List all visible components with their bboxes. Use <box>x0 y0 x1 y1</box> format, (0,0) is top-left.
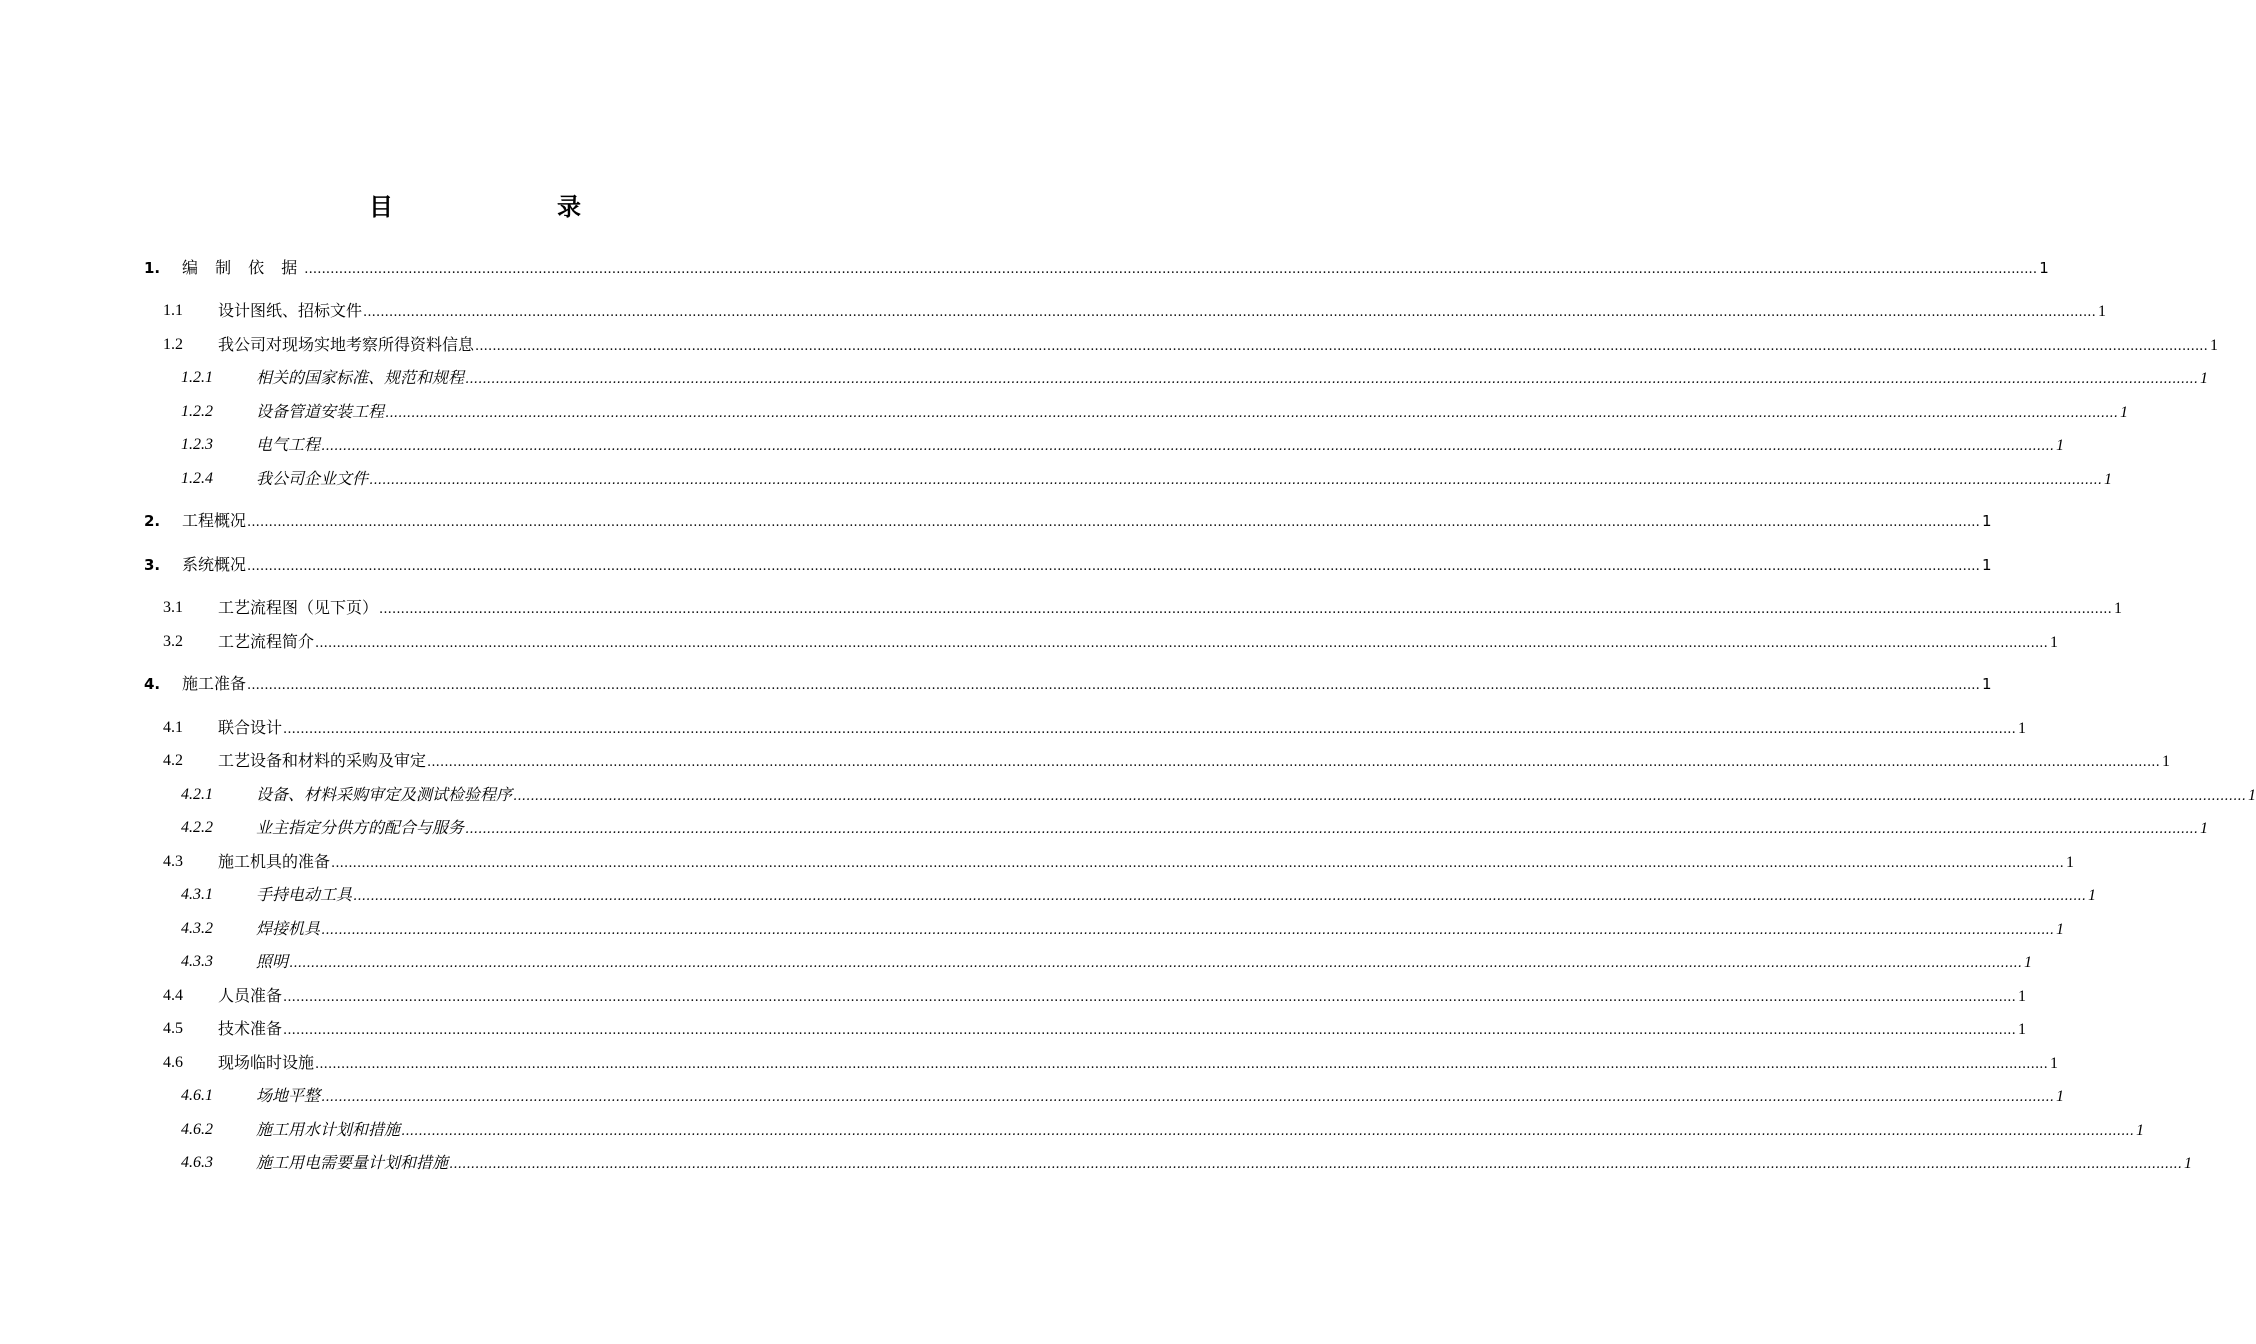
toc-entry[interactable] <box>0 256 2049 280</box>
toc-entry-label: 设备、材料采购审定及测试检验程序 <box>256 783 512 807</box>
toc-entry-page: 1 <box>2055 437 2064 454</box>
toc-entry[interactable] <box>0 509 1992 533</box>
toc-entry-number: 4.5 <box>163 1020 183 1037</box>
toc-entry-page: 1 <box>2247 787 2256 804</box>
toc-entry[interactable] <box>0 596 2122 620</box>
toc-leader-dots: ................................................................................................................................................................................................................................................................................................................................................................................................................ <box>247 559 1980 574</box>
toc-entry-label: 焊接机具 <box>256 917 320 941</box>
toc-entry[interactable] <box>0 850 2074 874</box>
toc-entry-label: 我公司对现场实地考察所得资料信息 <box>218 333 474 357</box>
toc-leader-dots: ................................................................................................................................................................................................................................................................................................................................................................................................................ <box>321 439 2054 454</box>
toc-entry-label: 设备管道安装工程 <box>256 400 384 424</box>
toc-entry-number: 1. <box>144 259 161 277</box>
toc-entry-number: 3.2 <box>163 633 183 650</box>
toc-entry-label: 手持电动工具 <box>256 883 352 907</box>
toc-entry-page: 1 <box>2087 887 2096 904</box>
toc-entry-number: 4.3.2 <box>181 920 213 937</box>
toc-entry-number: 1.2.4 <box>181 470 213 487</box>
toc-leader-dots: ................................................................................................................................................................................................................................................................................................................................................................................................................ <box>401 1124 2134 1139</box>
toc-entry-page: 1 <box>2017 988 2026 1005</box>
toc-entry-number: 4.2.2 <box>181 819 213 836</box>
toc-entry-page: 1 <box>2113 600 2122 617</box>
toc-entry-label: 工艺设备和材料的采购及审定 <box>218 749 426 773</box>
toc-entry-page: 1 <box>2209 337 2218 354</box>
toc-title: 目 录 <box>369 193 651 221</box>
toc-leader-dots: ................................................................................................................................................................................................................................................................................................................................................................................................................ <box>379 602 2112 617</box>
toc-entry-page: 1 <box>2049 634 2058 651</box>
toc-entry-page: 1 <box>2161 753 2170 770</box>
toc-entry-page: 1 <box>1981 675 1992 693</box>
toc-entry-label: 电气工程 <box>256 433 320 457</box>
toc-leader-dots: ................................................................................................................................................................................................................................................................................................................................................................................................................ <box>385 406 2118 421</box>
toc-entry-label: 业主指定分供方的配合与服务 <box>256 816 464 840</box>
toc-entry[interactable] <box>0 400 2128 424</box>
toc-leader-dots: ................................................................................................................................................................................................................................................................................................................................................................................................................ <box>475 339 2208 354</box>
toc-leader-dots: ................................................................................................................................................................................................................................................................................................................................................................................................................ <box>331 856 2064 871</box>
toc-entry-number: 4.4 <box>163 987 183 1004</box>
toc-entry-number: 4.6.2 <box>181 1121 213 1138</box>
toc-entry-page: 1 <box>2199 820 2208 837</box>
toc-entry[interactable] <box>0 716 2026 740</box>
toc-entry-label: 设计图纸、招标文件 <box>218 299 362 323</box>
toc-entry-label: 工艺流程简介 <box>218 630 314 654</box>
toc-entry[interactable] <box>0 433 2064 457</box>
toc-entry[interactable] <box>0 984 2026 1008</box>
toc-leader-dots: ................................................................................................................................................................................................................................................................................................................................................................................................................ <box>369 473 2102 488</box>
toc-entry-page: 1 <box>2055 921 2064 938</box>
toc-entry-label: 工艺流程图（见下页） <box>218 596 378 620</box>
toc-leader-dots: ................................................................................................................................................................................................................................................................................................................................................................................................................ <box>304 262 2038 277</box>
toc-entry[interactable] <box>0 1118 2144 1142</box>
toc-entry-label: 人员准备 <box>218 984 282 1008</box>
toc-entry-label: 工程概况 <box>182 509 246 533</box>
toc-entry-number: 4.3.3 <box>181 953 213 970</box>
toc-entry[interactable] <box>0 816 2208 840</box>
toc-entry[interactable] <box>0 883 2096 907</box>
toc-entry-label: 现场临时设施 <box>218 1051 314 1075</box>
toc-entry-page: 1 <box>2023 954 2032 971</box>
toc-leader-dots: ................................................................................................................................................................................................................................................................................................................................................................................................................ <box>513 789 2246 804</box>
toc-entry-number: 1.2.2 <box>181 403 213 420</box>
toc-entry[interactable] <box>0 950 2032 974</box>
toc-leader-dots: ................................................................................................................................................................................................................................................................................................................................................................................................................ <box>363 305 2096 320</box>
toc-leader-dots: ................................................................................................................................................................................................................................................................................................................................................................................................................ <box>321 1090 2054 1105</box>
toc-entry-label: 技术准备 <box>218 1017 282 1041</box>
toc-entry-number: 4.3 <box>163 853 183 870</box>
toc-leader-dots: ................................................................................................................................................................................................................................................................................................................................................................................................................ <box>315 1057 2048 1072</box>
toc-entry-page: 1 <box>1981 556 1992 574</box>
toc-entry-label: 联合设计 <box>218 716 282 740</box>
toc-entry-page: 1 <box>2039 259 2049 277</box>
toc-entry[interactable] <box>0 467 2112 491</box>
toc-entry[interactable] <box>0 783 2256 807</box>
toc-leader-dots: ................................................................................................................................................................................................................................................................................................................................................................................................................ <box>465 372 2198 387</box>
toc-entry-number: 1.1 <box>163 302 183 319</box>
toc-entry-page: 1 <box>2097 303 2106 320</box>
toc-entry[interactable] <box>0 366 2208 390</box>
toc-entry-label: 系统概况 <box>182 553 246 577</box>
toc-entry-number: 1.2 <box>163 336 183 353</box>
toc-leader-dots: ................................................................................................................................................................................................................................................................................................................................................................................................................ <box>247 515 1980 530</box>
toc-leader-dots: ................................................................................................................................................................................................................................................................................................................................................................................................................ <box>283 722 2016 737</box>
toc-entry-number: 2. <box>144 512 161 530</box>
toc-entry-number: 1.2.3 <box>181 436 213 453</box>
toc-entry[interactable] <box>0 1084 2064 1108</box>
toc-entry-page: 1 <box>2049 1055 2058 1072</box>
toc-entry-page: 1 <box>2199 370 2208 387</box>
toc-entry[interactable] <box>0 299 2106 323</box>
toc-entry-page: 1 <box>2135 1122 2144 1139</box>
toc-entry[interactable] <box>0 333 2218 357</box>
toc-entry-label: 施工用电需要量计划和措施 <box>256 1151 448 1175</box>
toc-entry-label: 施工机具的准备 <box>218 850 330 874</box>
toc-entry-label: 我公司企业文件 <box>256 467 368 491</box>
toc-entry[interactable] <box>0 672 1992 696</box>
toc-entry-number: 4.2 <box>163 752 183 769</box>
toc-entry-number: 4.6.3 <box>181 1154 213 1171</box>
toc-entry-page: 1 <box>2119 404 2128 421</box>
toc-entry-label: 相关的国家标准、规范和规程 <box>256 366 464 390</box>
toc-leader-dots: ................................................................................................................................................................................................................................................................................................................................................................................................................ <box>283 1023 2016 1038</box>
toc-entry-page: 1 <box>2055 1088 2064 1105</box>
toc-leader-dots: ................................................................................................................................................................................................................................................................................................................................................................................................................ <box>427 755 2160 770</box>
toc-entry-label: 施工准备 <box>182 672 246 696</box>
toc-entry-page: 1 <box>2103 471 2112 488</box>
toc-leader-dots: ................................................................................................................................................................................................................................................................................................................................................................................................................ <box>321 923 2054 938</box>
toc-entry-number: 4.3.1 <box>181 886 213 903</box>
toc-leader-dots: ................................................................................................................................................................................................................................................................................................................................................................................................................ <box>247 678 1980 693</box>
toc-entry-label: 场地平整 <box>256 1084 320 1108</box>
toc-entry-number: 4.1 <box>163 719 183 736</box>
toc-entry-number: 3. <box>144 556 161 574</box>
toc-entry[interactable] <box>0 553 1992 577</box>
toc-entry-number: 4.6.1 <box>181 1087 213 1104</box>
toc-leader-dots: ................................................................................................................................................................................................................................................................................................................................................................................................................ <box>449 1157 2182 1172</box>
toc-entry-number: 3.1 <box>163 599 183 616</box>
toc-leader-dots: ................................................................................................................................................................................................................................................................................................................................................................................................................ <box>353 889 2086 904</box>
toc-leader-dots: ................................................................................................................................................................................................................................................................................................................................................................................................................ <box>315 636 2048 651</box>
toc-entry-number: 4.2.1 <box>181 786 213 803</box>
toc-entry-label: 施工用水计划和措施 <box>256 1118 400 1142</box>
toc-entry-page: 1 <box>2017 720 2026 737</box>
toc-entry-page: 1 <box>2017 1021 2026 1038</box>
toc-entry[interactable] <box>0 749 2170 773</box>
toc-entry-number: 4.6 <box>163 1054 183 1071</box>
toc-entry-label: 照明 <box>256 950 288 974</box>
toc-entry[interactable] <box>0 1151 2192 1175</box>
toc-entry[interactable] <box>0 630 2058 654</box>
toc-leader-dots: ................................................................................................................................................................................................................................................................................................................................................................................................................ <box>289 956 2022 971</box>
toc-entry-page: 1 <box>2065 854 2074 871</box>
toc-entry-page: 1 <box>1981 512 1992 530</box>
toc-entry[interactable] <box>0 917 2064 941</box>
toc-entry-number: 1.2.1 <box>181 369 213 386</box>
toc-entry-page: 1 <box>2183 1155 2192 1172</box>
toc-leader-dots: ................................................................................................................................................................................................................................................................................................................................................................................................................ <box>465 822 2198 837</box>
toc-entry-label: 编 制 依 据 <box>182 256 303 280</box>
toc-entry[interactable] <box>0 1051 2058 1075</box>
toc-leader-dots: ................................................................................................................................................................................................................................................................................................................................................................................................................ <box>283 990 2016 1005</box>
toc-entry[interactable] <box>0 1017 2026 1041</box>
toc-entry-number: 4. <box>144 675 161 693</box>
